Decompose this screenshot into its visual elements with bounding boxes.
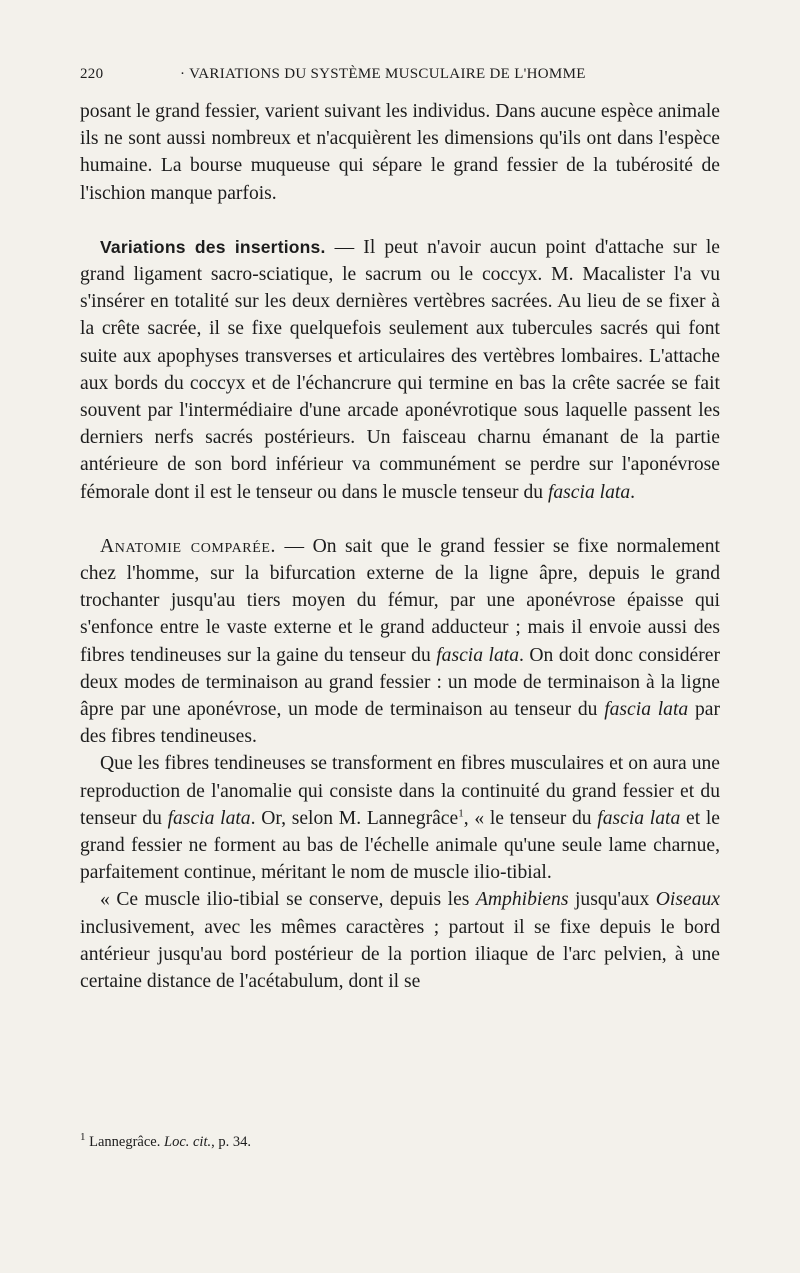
footnote-mark: 1: [80, 1131, 86, 1144]
paragraph-fibres: Que les fibres tendineuses se transforment en fibres musculaires et on aura une reproduction de l'anomalie qui consiste dans la continuité du grand fessier et du tenseur du fascia lata. Or, selon M. Lannegrâce$^1$, « le tenseur du fascia lata et le grand fessier ne forment au bas de l'échelle animale qu'une seule lame charnue, parfaitement continue, méritant le nom de muscle ilio-tibial.: [80, 753, 720, 884]
paragraph-ilio-tibial: « Ce muscle ilio-tibial se conserve, depuis les Amphibiens jusqu'aux Oiseaux inclusivement, avec les mêmes caractères ; partout il se fixe depuis le bord antérieur jusqu'au bord postérieur de la portion iliaque de l'arc pelvien, à une certaine distance de l'acétabulum, dont il se: [80, 889, 720, 993]
paragraph-insertions: Variations des insertions. — Il peut n'avoir aucun point d'attache sur le grand ligament sacro-sciatique, le sacrum ou le coccyx. M. Macalister l'a vu s'insérer en totalité sur les deux dernières vertèbres sacrées. Au lieu de se fixer à la crête sacrée, il se fixe quelquefois seulement aux tubercules sacrés qui font suite aux apophyses transverses et articulaires des vertèbres lombaires. L'attache aux bords du coccyx et de l'échancrure qui termine en bas la crête sacrée se fait souvent par l'intermédiaire d'une arcade aponévrotique sous laquelle passent les derniers nerfs sacrés postérieurs. Un faisceau charnu émanant de la partie antérieure de son bord inférieur va communément se perdre sur l'aponévrose fémorale dont il est le tenseur ou dans le muscle tenseur du fascia lata.: [80, 236, 721, 503]
section-title-insertions: Variations des insertions.: [100, 236, 326, 257]
footnote-reference[interactable]: 1: [458, 807, 464, 820]
running-header: [80, 66, 720, 88]
body-text: [80, 98, 720, 995]
section-title-anatomie-comparee: Anatomie comparée.: [100, 535, 277, 557]
paragraph-1: posant le grand fessier, varient suivant les individus. Dans aucune espèce animale ils ne sont aussi nombreux et n'acquièrent les dimensions qu'ils ont dans l'espèce humaine. La bourse muqueuse qui sépare le grand fessier de la tubérosité de l'ischion manque parfois.: [80, 101, 720, 204]
paragraph-anatomie-comparee: Anatomie comparée. — On sait que le grand fessier se fixe normalement chez l'homme, sur la bifurcation externe de la ligne âpre, depuis le grand trochanter jusqu'au tiers moyen du fémur, par une aponévrose épaisse qui s'enfonce entre le vaste externe et le grand adducteur ; mais il envoie aussi des fibres tendineuses sur la gaine du tenseur du fascia lata. On doit donc considérer deux modes de terminaison au grand fessier : un mode de terminaison à la ligne âpre par une aponévrose, un mode de terminaison au tenseur du fascia lata par des fibres tendineuses.: [80, 535, 721, 748]
page-number: 220: [80, 66, 104, 82]
footnote: $^1$ Lannegrâce. Loc. cit., p. 34.: [80, 1131, 251, 1150]
running-title: · VARIATIONS DU SYSTÈME MUSCULAIRE DE L'HOMME: [180, 66, 586, 82]
